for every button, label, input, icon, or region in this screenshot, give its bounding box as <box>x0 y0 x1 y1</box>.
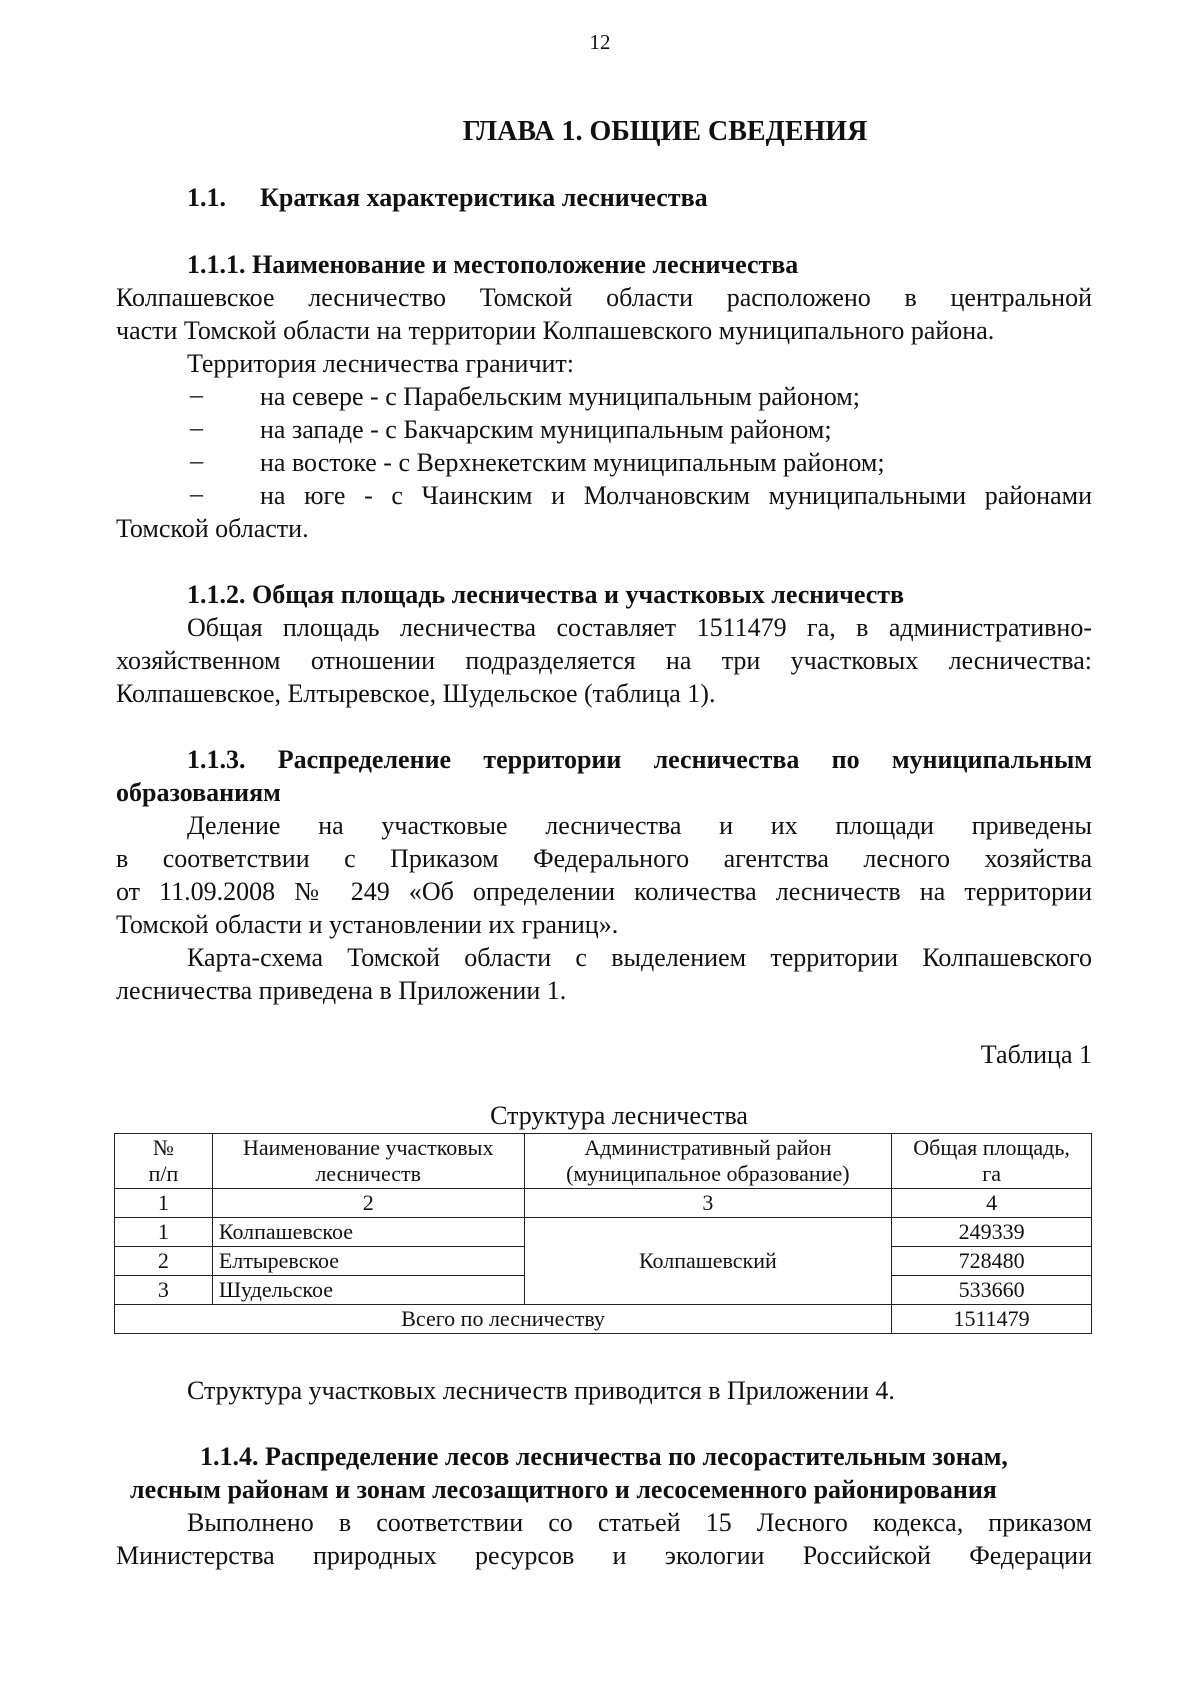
section-1-1-3-heading-line1: 1.1.3. Распределение территории лесничества по муниципальным <box>187 745 1092 774</box>
section-1-1-4-heading-line2: лесным районам и зонам лесозащитного и лесосеменного районирования <box>130 1475 997 1504</box>
section-1-1-1-heading: 1.1.1. Наименование и местоположение лесничества <box>187 250 799 279</box>
row-name: Елтыревское <box>212 1247 524 1276</box>
table-caption: Структура лесничества <box>490 1101 748 1130</box>
section-1-1-heading <box>187 183 708 213</box>
table-column-numbers-row <box>115 1189 1092 1218</box>
table-row <box>115 1218 1092 1247</box>
border-item-south-tail: Томской области. <box>116 514 309 543</box>
section-1-1-3-para2-line2: лесничества приведена в Приложении 1. <box>116 976 567 1005</box>
section-1-1-1-para1-line2: части Томской области на территории Колпашевского муниципального района. <box>116 316 995 345</box>
header-district <box>524 1134 892 1189</box>
header-area-line2: га <box>982 1161 1001 1186</box>
list-dash: – <box>190 446 203 475</box>
row-area: 728480 <box>892 1247 1092 1276</box>
row-number: 1 <box>115 1218 213 1247</box>
row-number: 3 <box>115 1276 213 1305</box>
section-1-1-number: 1.1. <box>187 183 226 212</box>
after-table-paragraph: Структура участковых лесничеств приводится в Приложении 4. <box>187 1376 895 1405</box>
header-name-line1: Наименование участковых <box>242 1135 494 1160</box>
section-1-1-2-line3: Колпашевское, Елтыревское, Шудельское (таблица 1). <box>116 679 716 708</box>
section-1-1-3-para1-line1: Деление на участковые лесничества и их площади приведены <box>187 811 1092 840</box>
section-1-1-2-line1: Общая площадь лесничества составляет 1511479 га, в административно- <box>187 613 1092 642</box>
header-district-line2: (муниципальное образование) <box>566 1161 850 1186</box>
section-1-1-3-para1-line3: от 11.09.2008 № 249 «Об определении количества лесничеств на территории <box>116 877 1092 906</box>
table-total-row <box>115 1305 1092 1334</box>
column-number: 1 <box>115 1189 213 1218</box>
section-1-1-3-para2-line1: Карта-схема Томской области с выделением территории Колпашевского <box>187 943 1092 972</box>
border-item-south: на юге - с Чаинским и Молчановским муниципальными районами <box>260 481 1092 510</box>
header-name-line2: лесничеств <box>315 1161 422 1186</box>
total-label: Всего по лесничеству <box>115 1305 892 1334</box>
chapter-title: ГЛАВА 1. ОБЩИЕ СВЕДЕНИЯ <box>462 116 868 147</box>
section-1-1-2-line2: хозяйственном отношении подразделяется на три участковых лесничества: <box>116 646 1092 675</box>
row-district: Колпашевский <box>524 1218 892 1305</box>
page-number: 12 <box>589 30 611 54</box>
total-value: 1511479 <box>892 1305 1092 1334</box>
row-area: 533660 <box>892 1276 1092 1305</box>
header-number-line1: № <box>152 1135 174 1160</box>
column-number: 4 <box>892 1189 1092 1218</box>
table-header-row <box>115 1134 1092 1189</box>
border-item-west: на западе - с Бакчарским муниципальным районом; <box>260 415 832 444</box>
header-area <box>892 1134 1092 1189</box>
header-area-line1: Общая площадь, <box>913 1135 1070 1160</box>
header-name <box>212 1134 524 1189</box>
section-1-1-3-heading-line2: образованиям <box>116 778 281 807</box>
border-item-east: на востоке - с Верхнекетским муниципальным районом; <box>260 448 885 477</box>
row-name: Колпашевское <box>212 1218 524 1247</box>
forestry-structure-table <box>114 1133 1092 1334</box>
section-1-1-4-heading-line1: 1.1.4. Распределение лесов лесничества по лесорастительным зонам, <box>200 1442 1008 1471</box>
row-area: 249339 <box>892 1218 1092 1247</box>
section-1-1-4-line1: Выполнено в соответствии со статьей 15 Лесного кодекса, приказом <box>187 1508 1092 1537</box>
border-item-north: на севере - с Парабельским муниципальным районом; <box>260 382 860 411</box>
column-number: 3 <box>524 1189 892 1218</box>
list-dash: – <box>190 380 203 409</box>
table-label: Таблица 1 <box>980 1040 1092 1069</box>
row-number: 2 <box>115 1247 213 1276</box>
header-district-line1: Административный район <box>584 1135 832 1160</box>
section-1-1-title: Краткая характеристика лесничества <box>260 183 708 212</box>
list-dash: – <box>190 479 203 508</box>
header-number-line2: п/п <box>148 1161 179 1186</box>
section-1-1-2-heading: 1.1.2. Общая площадь лесничества и участковых лесничеств <box>187 580 905 609</box>
section-1-1-1-para1-line1: Колпашевское лесничество Томской области расположено в центральной <box>116 283 1092 312</box>
section-1-1-3-para1-line4: Томской области и установлении их границ». <box>116 910 619 939</box>
section-1-1-3-para1-line2: в соответствии с Приказом Федерального агентства лесного хозяйства <box>116 844 1092 873</box>
list-dash: – <box>190 413 203 442</box>
column-number: 2 <box>212 1189 524 1218</box>
header-number <box>115 1134 213 1189</box>
section-1-1-1-para2: Территория лесничества граничит: <box>187 349 575 378</box>
section-1-1-4-line2: Министерства природных ресурсов и экологии Российской Федерации <box>116 1541 1092 1570</box>
row-name: Шудельское <box>212 1276 524 1305</box>
